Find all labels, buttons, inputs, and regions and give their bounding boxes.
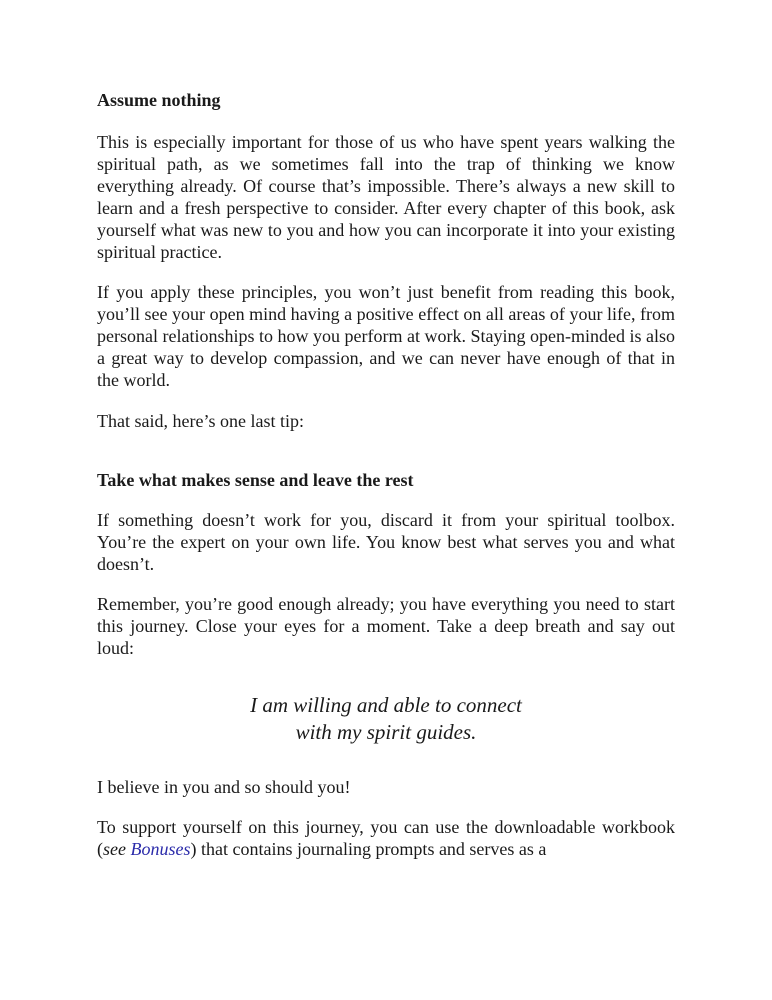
paragraph-spiritual-path: This is especially important for those of us who have spent years walking the spiritual path, as we sometimes fall into the trap of thinking we know everything already. Of course that’s impossible. There’s always a new skill to learn and a fresh perspective to consider. After every chapter of this book, ask yourself what was new to you and how you can incorporate it into your existing spiritual practice. (97, 132, 675, 262)
paragraph-support (97, 816, 675, 860)
support-text-end: ) that contains journaling prompts and serves as a (190, 839, 547, 859)
affirmation-quote (97, 692, 675, 746)
paragraph-principles: If you apply these principles, you won’t just benefit from reading this book, you’ll see your open mind having a positive effect on all areas of your life, from personal relationships to how you perform at work. Staying open-minded is also a great way to develop compassion, and we can never have enough of that in the world. (97, 282, 675, 390)
affirmation-line-2: with my spirit guides. (295, 720, 477, 744)
support-text-start: To support yourself on this journey, you can use the downloadable workbook ( (97, 817, 675, 859)
paragraph-remember: Remember, you’re good enough already; you have everything you need to start this journey. Close your eyes for a moment. Take a deep breath and say out loud: (97, 594, 675, 658)
section-heading-assume-nothing: Assume nothing (97, 90, 221, 110)
paragraph-discard: If something doesn’t work for you, discard it from your spiritual toolbox. You’re the expert on your own life. You know best what serves you and what doesn’t. (97, 510, 675, 574)
see-text: see (103, 839, 126, 859)
affirmation-line-1: I am willing and able to connect (250, 693, 522, 717)
page-content (97, 88, 675, 860)
bonuses-link[interactable]: Bonuses (130, 839, 191, 859)
paragraph-belief: I believe in you and so should you! (97, 777, 351, 797)
paragraph-last-tip: That said, here’s one last tip: (97, 411, 304, 431)
section-heading-take-what-makes-sense: Take what makes sense and leave the rest (97, 470, 414, 490)
